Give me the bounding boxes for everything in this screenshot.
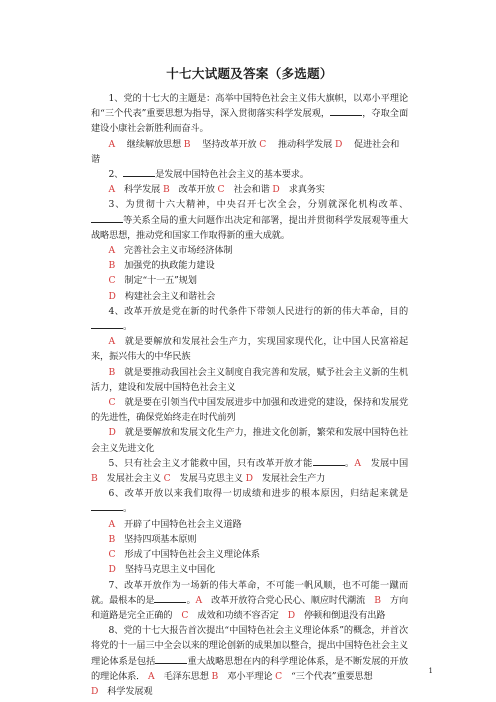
question-4-option-a: A 就是要解放和发展社会生产力，实现国家现代化，让中国人民富裕起来，振兴伟大的中华民族 (91, 336, 408, 363)
answer-blank (155, 654, 187, 664)
question-2-options: A 科学发展 B 改革开放 C 社会和谐 D 求真务实 (108, 184, 325, 196)
answer-blank (154, 593, 186, 603)
document-body (91, 66, 408, 699)
question-7: 7、改革开放作为一场新的伟大革命，不可能一帆风顺，也不可能一蹴而就。最根本的是 。A 改革开放符合党心民心、顺应时代潮流 B 方向和道路是完全正确的 C 成效和功绩不容否定 D 停顿和倒退没有出路 (91, 579, 409, 621)
question-3-option-c: C 制定“十一五”规划 (108, 275, 197, 287)
question-6-option-b: B 坚持四项基本原则 (108, 533, 197, 545)
question-3: 3、为贯彻十六大精神，中央召开七次全会，分别就深化机构改革、等关系全局的重大问题作出决定和部署，提出并贯彻科学发展观等重大战略思想，推动党和国家工作取得新的重大成就。 (91, 199, 408, 241)
question-2: 2、 是发展中国特色社会主义的基本要求。 (108, 169, 309, 181)
question-6-option-c: C 形成了中国特色社会主义理论体系 (108, 549, 260, 561)
question-1: 1、党的十七大的主题是：高举中国特色社会主义伟大旗帜，以邓小平理论和“三个代表”重要思想为指导，深入贯彻落实科学发展观， ，夺取全面建设小康社会新胜利而奋斗。 (91, 93, 409, 135)
answer-blank (91, 213, 123, 223)
answer-blank (91, 501, 123, 511)
question-6: 6、改革开放以来我们取得一切成绩和进步的根本原因，归结起来就是。 (91, 486, 408, 516)
question-1-options: A 继续解放思想 B 坚持改革开放 C 推动科学发展 D 促进社会和谐 (91, 138, 400, 165)
question-3-option-b: B 加强党的执政能力建设 (108, 260, 215, 272)
question-8: 8、党的十七大报告首次提出“中国特色社会主义理论体系”的概念，并首次将党的十一届三中全会以来的理论创新的成果加以整合，提出中国特色社会主义理论体系是包括 重大战略思想在内的科学理论体系，是不断发展的开放的理论体系． A 毛泽东思想 B 邓小平理论 C “三个代表”重要思想 (91, 625, 408, 682)
question-3-option-a: A 完善社会主义市场经济体制 (108, 245, 233, 257)
page-title: 十七大试题及答案（多选题） (166, 66, 333, 81)
answer-blank (330, 106, 362, 116)
page-number: 1 (428, 667, 433, 675)
question-8-option-d: D 科学发展观 (91, 685, 153, 697)
question-4-option-b: B 就是要推动我国社会主义制度自我完善和发展，赋予社会主义新的生机活力，建设和发展中国特色社会主义 (91, 366, 408, 393)
question-6-option-d: D 坚持马克思主义中国化 (108, 564, 216, 576)
question-4-option-c: C 就是要在引领当代中国发展进步中加强和改进党的建设，保持和发展党的先进性，确保党始终走在时代前列 (91, 397, 408, 424)
answer-blank (123, 167, 155, 177)
answer-blank (313, 456, 345, 466)
question-5: 5、只有社会主义才能救中国，只有改革开放才能 。A 发展中国 B 发展社会主义 C 发展马克思主义 D 发展社会生产力 (91, 457, 409, 485)
question-4-option-d: D 就是要解放和发展文化生产力，推进文化创新，繁荣和发展中国特色社会主义先进文化 (91, 427, 408, 454)
question-4: 4、改革开放是党在新的时代条件下带领人民进行的新的伟大革命，目的。 (91, 304, 408, 334)
answer-blank (91, 319, 123, 329)
question-3-option-d: D 构建社会主义和谐社会 (108, 290, 216, 302)
question-6-option-a: A 开辟了中国特色社会主义道路 (108, 518, 242, 530)
